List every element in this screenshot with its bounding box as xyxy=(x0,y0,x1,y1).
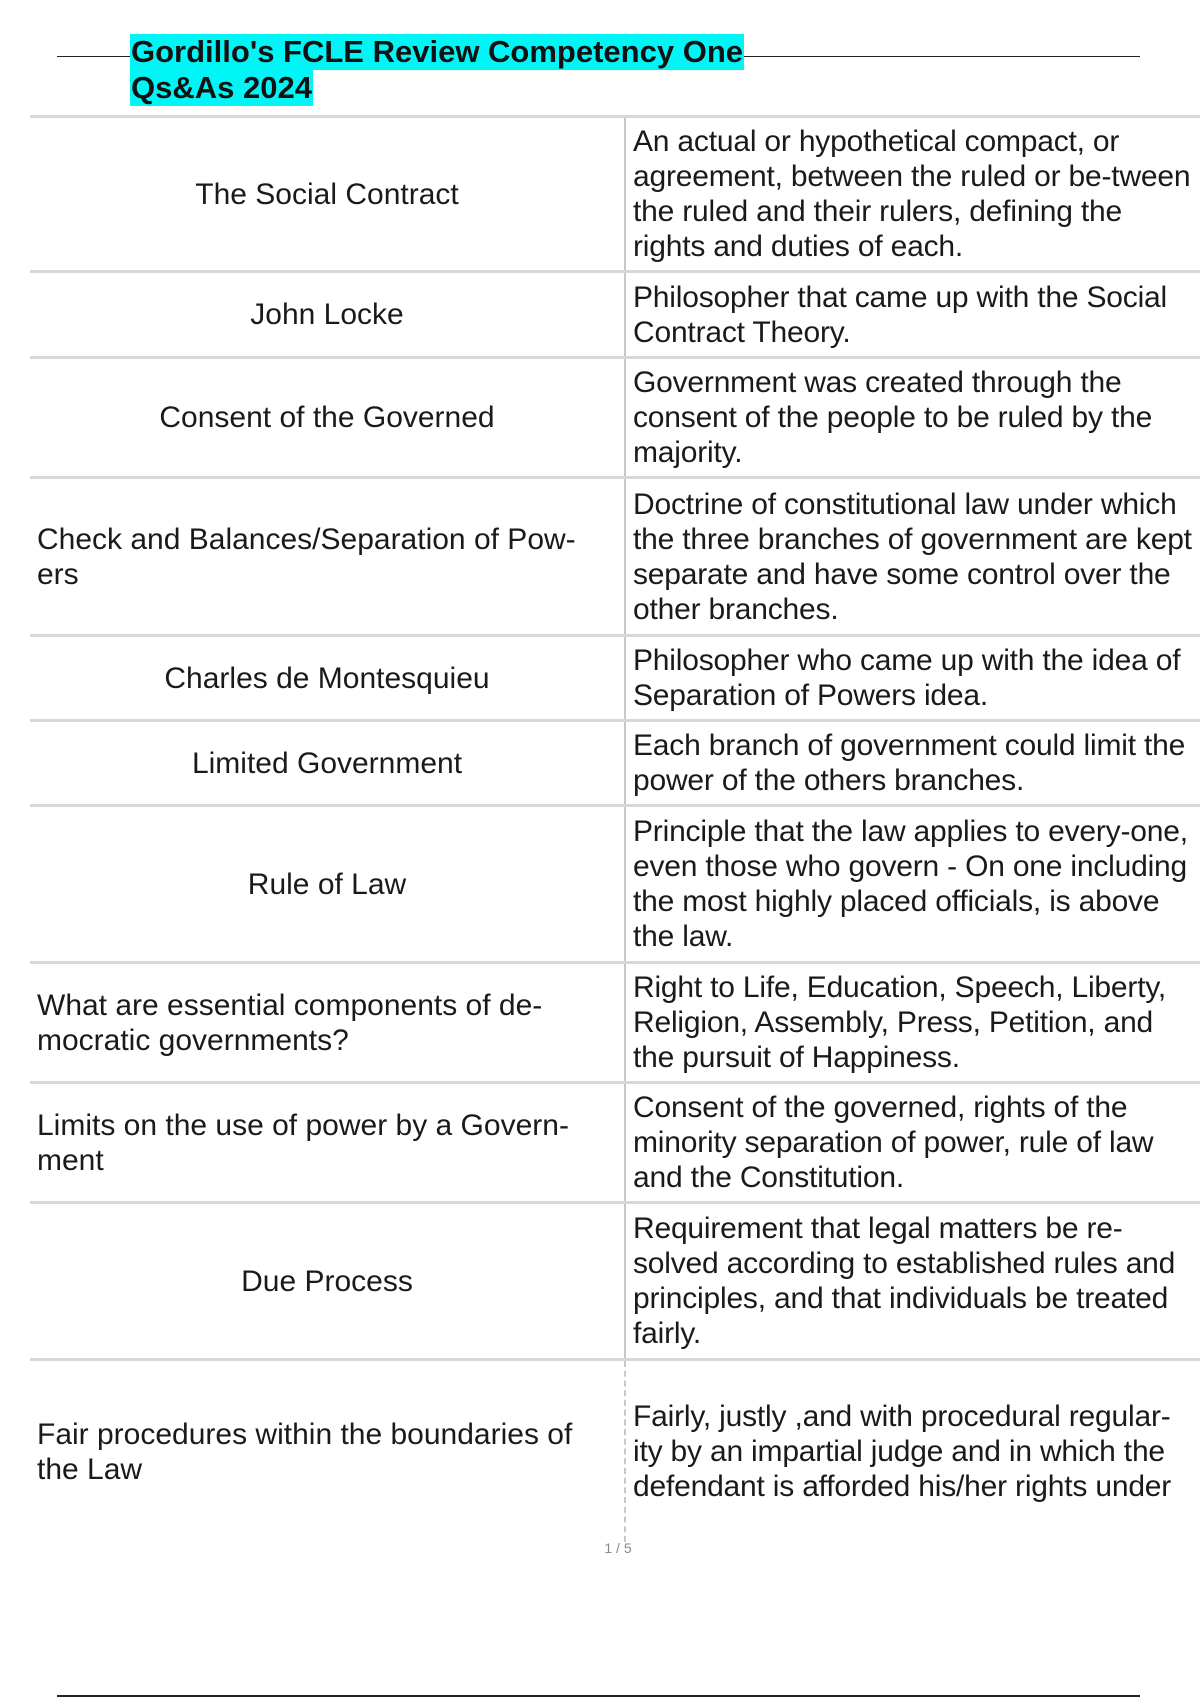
table-row xyxy=(30,1360,1200,1543)
definition-cell: Philosopher who came up with the idea of Separation of Powers idea. xyxy=(625,636,1200,721)
table-row xyxy=(30,721,1200,806)
term-cell: The Social Contract xyxy=(195,177,459,211)
qa-table xyxy=(30,115,1200,1542)
table-row xyxy=(30,806,1200,963)
term-cell: Due Process xyxy=(241,1264,413,1298)
term-cell: Limited Government xyxy=(191,746,463,780)
title-line-1: Gordillo's FCLE Review Competency One xyxy=(131,34,743,69)
page-indicator: 1 / 5 xyxy=(604,1540,632,1556)
definition-cell: Government was created through the consent of the people to be ruled by the majority. xyxy=(625,358,1200,478)
table-row xyxy=(30,358,1200,478)
document-title xyxy=(130,34,744,106)
table-row xyxy=(30,117,1200,272)
term-cell: Limits on the use of power by a Govern-ment xyxy=(37,1108,569,1177)
definition-cell: Philosopher that came up with the Social Contract Theory. xyxy=(625,272,1200,358)
term-cell: What are essential components of de-mocratic governments? xyxy=(37,988,543,1057)
term-cell: Fair procedures within the boundaries of the Law xyxy=(37,1417,573,1486)
term-cell: Rule of Law xyxy=(247,867,407,901)
definition-cell: Consent of the governed, rights of the minority separation of power, rule of law and the Constitution. xyxy=(625,1083,1200,1203)
term-cell: Charles de Montesquieu xyxy=(164,661,490,695)
definition-cell: Right to Life, Education, Speech, Liberty, Religion, Assembly, Press, Petition, and the pursuit of Happiness. xyxy=(625,963,1200,1083)
definition-cell: Each branch of government could limit the power of the others branches. xyxy=(625,721,1200,806)
term-cell: John Locke xyxy=(250,298,404,331)
title-line-2: Qs&As 2024 xyxy=(131,70,312,105)
table-row xyxy=(30,963,1200,1083)
definition-cell: Fairly, justly ,and with procedural regular-ity by an impartial judge and in which the defendant is afforded his/her rights under xyxy=(625,1360,1200,1543)
definition-cell: Principle that the law applies to every-one, even those who govern - On one including the most highly placed officials, is above the law. xyxy=(625,806,1200,963)
definition-cell: Requirement that legal matters be re-solved according to established rules and principles, and that individuals be treated fairly. xyxy=(625,1203,1200,1360)
table-row xyxy=(30,478,1200,636)
definition-cell: Doctrine of constitutional law under which the three branches of government are kept separate and have some control over the other branches. xyxy=(625,478,1200,636)
term-cell: Check and Balances/Separation of Pow-ers xyxy=(37,522,576,591)
footer-rule xyxy=(57,1695,1140,1697)
term-cell: Consent of the Governed xyxy=(159,401,495,434)
table-row xyxy=(30,1203,1200,1360)
table-row xyxy=(30,1083,1200,1203)
definition-cell: An actual or hypothetical compact, or agreement, between the ruled or be-tween the ruled and their rulers, defining the rights and duties of each. xyxy=(625,117,1200,272)
table-row xyxy=(30,636,1200,721)
table-row xyxy=(30,272,1200,358)
